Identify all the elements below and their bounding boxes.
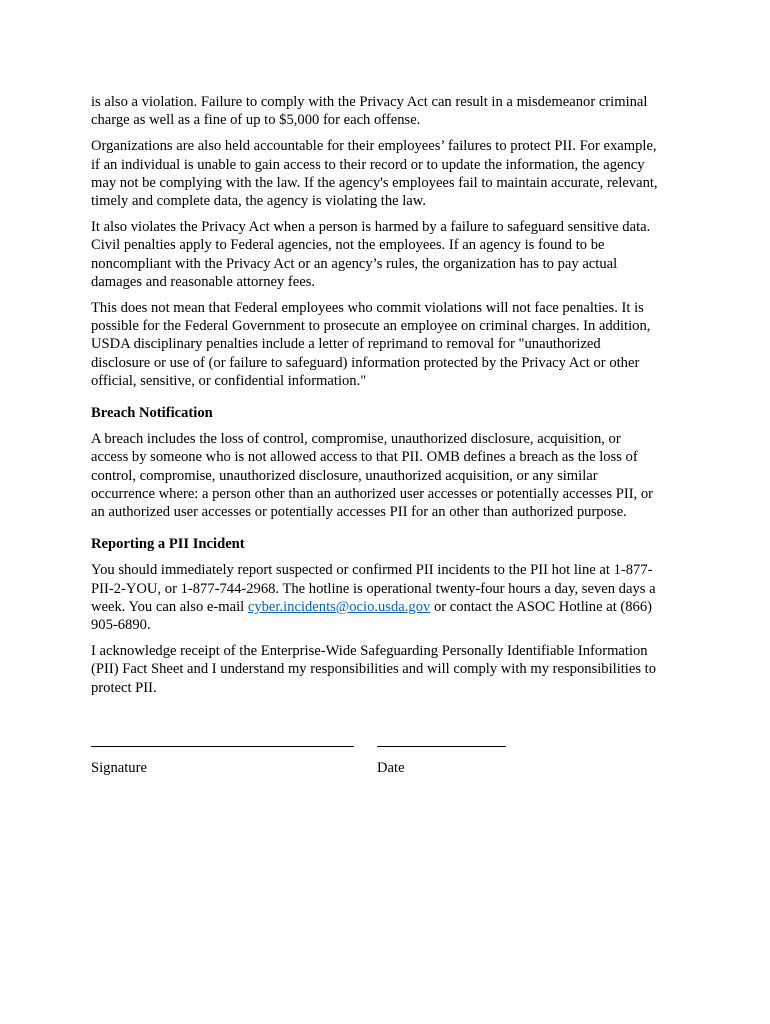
date-label: Date — [377, 760, 405, 776]
paragraph-civil-penalties: It also violates the Privacy Act when a person is harmed by a failure to safeguard sensitive data. Civil penalties apply to Federal agencies, not the employees. If an agency is found to be noncompliant with the Privacy Act or an agency’s rules, the organization has to pay actual damages and reasonable attorney fees. — [91, 219, 651, 290]
signature-line[interactable] — [91, 746, 354, 747]
paragraph-privacy-act-violation: is also a violation. Failure to comply with the Privacy Act can result in a misdemeanor criminal charge as well as a fine of up to $5,000 for each offense. — [91, 94, 648, 129]
reporting-text-after-link: or contact the ASOC Hotline at (866) 905-6890. — [91, 598, 653, 634]
paragraph-reporting-instructions — [91, 561, 691, 634]
email-link[interactable]: cyber.incidents@ocio.usda.gov — [247, 598, 431, 615]
document-page — [91, 93, 691, 705]
signature-label: Signature — [91, 760, 147, 776]
paragraph-breach-definition: A breach includes the loss of control, compromise, unauthorized disclosure, acquisition, or access by someone who is not allowed access to that PII. OMB defines a breach as the loss of control, compromise, unauthorized disclosure, unauthorized acquisition, or any similar occurrence where: a person other than an authorized user accesses or potentially accesses PII, or an authorized user accesses or potentially accesses PII for an other than authorized purpose. — [91, 431, 654, 521]
date-line[interactable] — [377, 746, 506, 747]
paragraph-acknowledgement: I acknowledge receipt of the Enterprise-Wide Safeguarding Personally Identifiable Information (PII) Fact Sheet and I understand my responsibilities and will comply with my responsibilities to protect PII. — [91, 643, 657, 696]
paragraph-organizations-accountable: Organizations are also held accountable for their employees’ failures to protect PII. For example, if an individual is unable to gain access to their record or to update the information, the agency may not be complying with the law. If the agency's employees fail to maintain accurate, relevant, timely and complete data, the agency is violating the law. — [91, 138, 658, 210]
signature-block — [91, 736, 691, 796]
paragraph-employee-penalties: This does not mean that Federal employees who commit violations will not face penalties. It is possible for the Federal Government to prosecute an employee on criminal charges. In addition, USDA disciplinary penalties include a letter of reprimand to removal for "unauthorized disclosure or use of (or failure to safeguard) information protected by the Privacy Act or other official, sensitive, or confidential information." — [91, 300, 651, 389]
reporting-text-before-link: You should immediately report suspected or confirmed PII incidents to the PII hot line at 1-877- PII-2-YOU, or 1-877-744-2968. The hotline is operational twenty-four hours a day, seven days a week. You can also e-mail — [91, 562, 656, 615]
heading-breach-notification: Breach Notification — [91, 405, 213, 422]
heading-reporting-incident: Reporting a PII Incident — [91, 536, 245, 553]
